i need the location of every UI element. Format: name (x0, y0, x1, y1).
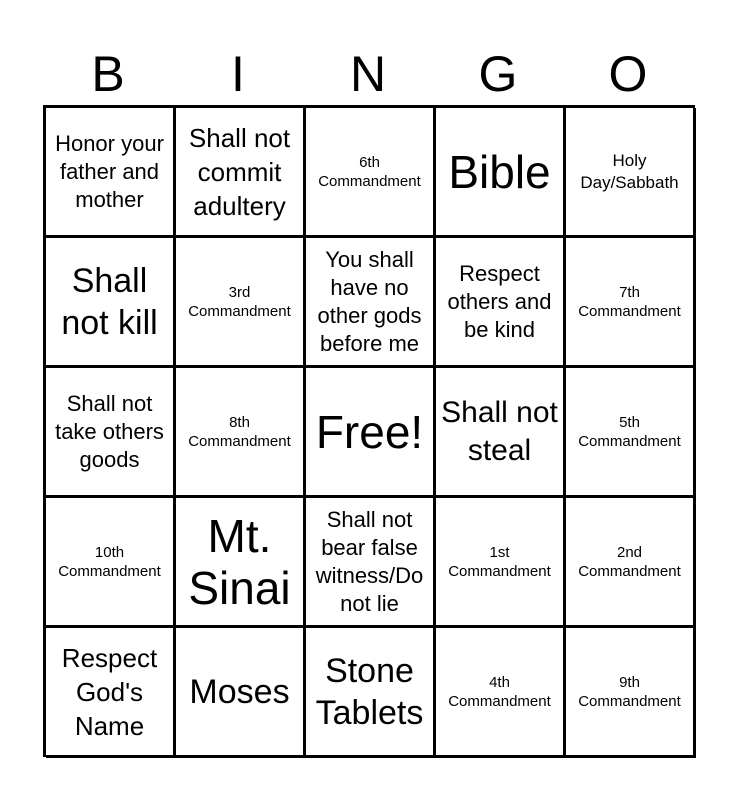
cell-text: Bible (448, 145, 551, 198)
cell-text: 10th Commandment (58, 543, 161, 580)
header-letter-g: G (478, 46, 518, 102)
cell-text: 8th Commandment (188, 413, 291, 450)
bingo-cell[interactable] (46, 628, 176, 758)
bingo-cell[interactable] (176, 498, 306, 628)
cell-text: Shall not commit adultery (188, 122, 291, 221)
bingo-cell[interactable] (436, 238, 566, 368)
header-letter-o: O (608, 46, 648, 102)
free-space-cell[interactable] (306, 368, 436, 498)
header-letter-n: N (349, 46, 387, 102)
cell-text: 6th Commandment (318, 153, 421, 190)
cell-text: 9th Commandment (578, 673, 681, 710)
bingo-cell[interactable] (176, 238, 306, 368)
bingo-cell[interactable] (46, 498, 176, 628)
bingo-cell[interactable] (566, 628, 696, 758)
cell-text: Respect others and be kind (447, 260, 552, 342)
bingo-cell[interactable] (306, 238, 436, 368)
bingo-cell[interactable] (566, 238, 696, 368)
cell-text: Shall not steal (441, 395, 558, 467)
bingo-header (43, 44, 693, 104)
header-letter-b: B (91, 46, 125, 102)
cell-text: Shall not take others goods (55, 390, 164, 472)
bingo-cell[interactable] (46, 238, 176, 368)
bingo-cell[interactable] (46, 368, 176, 498)
cell-text: You shall have no other gods before me (317, 246, 422, 356)
bingo-cell[interactable] (566, 108, 696, 238)
bingo-cell[interactable] (176, 108, 306, 238)
bingo-cell[interactable] (176, 368, 306, 498)
cell-text: 2nd Commandment (578, 543, 681, 580)
cell-text: 4th Commandment (448, 673, 551, 710)
cell-text: 7th Commandment (578, 283, 681, 320)
bingo-cell[interactable] (566, 498, 696, 628)
header-letter-i: I (231, 46, 245, 102)
bingo-cell[interactable] (46, 108, 176, 238)
cell-text: Honor your father and mother (55, 130, 164, 212)
cell-text: Stone Tablets (315, 651, 424, 732)
cell-text: Shall not bear false witness/Do not lie (315, 506, 424, 616)
cell-text: Mt. Sinai (188, 509, 291, 614)
bingo-cell[interactable] (436, 108, 566, 238)
cell-text: 3rd Commandment (188, 283, 291, 320)
cell-text: Shall not kill (61, 261, 158, 342)
cell-text: Holy Day/Sabbath (580, 150, 679, 192)
bingo-cell[interactable] (436, 498, 566, 628)
bingo-cell[interactable] (306, 628, 436, 758)
bingo-cell[interactable] (306, 108, 436, 238)
bingo-cell[interactable] (436, 368, 566, 498)
cell-text: Free! (315, 405, 424, 458)
bingo-cell[interactable] (176, 628, 306, 758)
cell-text: 1st Commandment (448, 543, 551, 580)
cell-text: 5th Commandment (578, 413, 681, 450)
cell-text: Moses (189, 672, 290, 711)
bingo-grid (43, 105, 695, 757)
cell-text: Respect God's Name (61, 642, 158, 741)
bingo-cell[interactable] (306, 498, 436, 628)
bingo-cell[interactable] (436, 628, 566, 758)
bingo-cell[interactable] (566, 368, 696, 498)
